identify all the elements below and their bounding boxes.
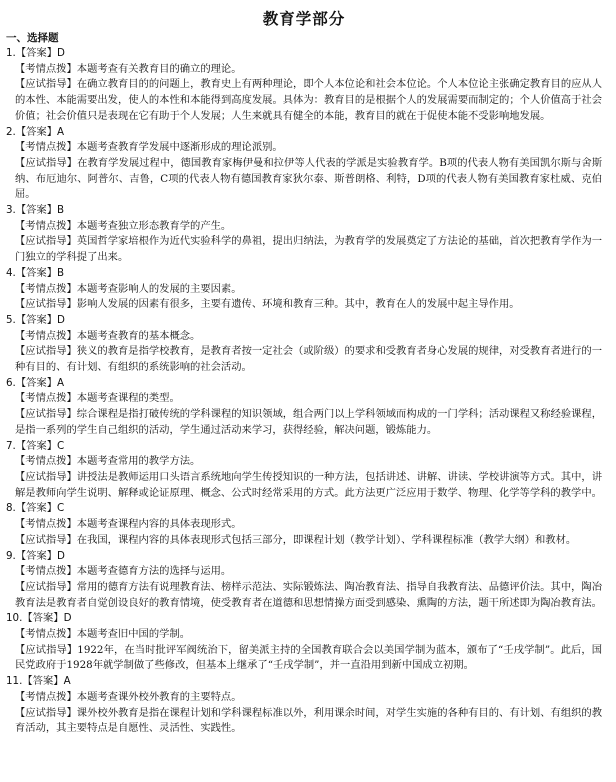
question-list	[6, 46, 602, 737]
question-number: 11.	[6, 675, 23, 688]
point-label: 【考情点拨】	[15, 628, 77, 641]
guide-line	[6, 580, 602, 611]
point-line	[6, 627, 602, 643]
guide-label: 【应试指导】	[15, 470, 77, 483]
question-number: 2.	[6, 125, 16, 138]
guide-text: 在教育学发展过程中，德国教育家梅伊曼和拉伊等人代表的学派是实验教育学。B项的代表人物有美国凯尔斯与舍斯纳、布厄迪尔、阿普尔、吉鲁，C项的代表人物有德国教育家狄尔泰、斯普朗格、利特，D项的代表人物有美国教育家杜威、克伯屈。	[15, 156, 602, 201]
point-label: 【考情点拨】	[15, 392, 77, 405]
point-line	[6, 282, 602, 298]
question-number: 6.	[6, 376, 16, 389]
question-item	[6, 125, 602, 204]
answer-label: 【答案】	[15, 502, 58, 515]
guide-line	[6, 344, 602, 375]
question-item	[6, 501, 602, 548]
point-label: 【考情点拨】	[15, 62, 77, 75]
point-text: 本题考查德育方法的选择与运用。	[76, 565, 232, 578]
guide-label: 【应试指导】	[15, 643, 78, 656]
answer-value: D	[63, 612, 72, 625]
answer-value: D	[57, 47, 65, 59]
point-text: 本题考查影响人的发展的主要因素。	[76, 282, 242, 295]
point-text: 本题考查有关教育目的确立的理论。	[76, 62, 242, 75]
answer-value: A	[57, 376, 65, 389]
answer-line	[6, 203, 602, 219]
point-text: 本题考查课程内容的具体表现形式。	[76, 518, 242, 531]
guide-text: 在确立教育目的的问题上，教育史上有两种理论，即个人本位论和社会本位论。个人本位论主张确定教育目的应从人的本性、本能需要出发，使人的本性和本能得到高度发展。具体为：教育目的是根据个人的发展需要而制定的；个人价值高于社会价值；社会价值只是表现在它有助于个人发展；人生来就具有健全的本能，教育目的就在于促使本能不受影响地发展。	[15, 78, 603, 122]
guide-text: 课外校外教育是指在课程计划和学科课程标准以外，利用课余时间，对学生实施的各种有目的、有计划、有组织的教育活动，其主要特点是自愿性、灵活性、实践性。	[15, 706, 603, 735]
point-line	[6, 329, 602, 345]
answer-line	[6, 313, 602, 329]
guide-label: 【应试指导】	[15, 345, 77, 358]
question-number: 4.	[6, 266, 16, 279]
question-item	[6, 266, 602, 313]
guide-label: 【应试指导】	[15, 706, 77, 719]
point-text: 本题考查教育学发展中逐渐形成的理论派别。	[76, 141, 283, 154]
answer-label: 【答案】	[15, 439, 58, 452]
question-item	[6, 611, 602, 674]
answer-value: A	[63, 675, 71, 688]
point-label: 【考情点拨】	[15, 219, 77, 232]
answer-label: 【答案】	[15, 204, 58, 217]
question-number: 8.	[6, 502, 16, 515]
point-label: 【考情点拨】	[15, 518, 77, 531]
guide-line	[6, 234, 602, 265]
answer-value: D	[57, 549, 65, 562]
answer-value: D	[57, 313, 65, 326]
question-number: 7.	[6, 439, 16, 452]
guide-line	[6, 156, 602, 203]
question-number: 5.	[6, 313, 16, 326]
answer-label: 【答案】	[15, 125, 58, 138]
question-item	[6, 376, 602, 439]
answer-label: 【答案】	[15, 47, 58, 59]
guide-text: 影响人发展的因素有很多，主要有遗传、环境和教育三种。其中，教育在人的发展中起主导作用。	[76, 298, 520, 311]
guide-text: 讲授法是教师运用口头语言系统地向学生传授知识的一种方法，包括讲述、讲解、讲读、学校讲演等方式。其中，讲解是教师向学生说明、解释或论证原理、概念、公式时经常采用的方式。此方法更广泛应用于数学、物理、化学等学科的教学中。	[15, 470, 603, 499]
answer-label: 【答案】	[22, 612, 64, 625]
point-line	[6, 454, 602, 470]
point-label: 【考情点拨】	[15, 141, 77, 154]
answer-label: 【答案】	[15, 313, 58, 326]
point-text: 本题考查教育的基本概念。	[76, 329, 201, 342]
point-line	[6, 140, 602, 156]
point-text: 本题考查课程的类型。	[76, 392, 180, 405]
guide-text: 狭义的教育是指学校教育，是教育者按一定社会（或阶级）的要求和受教育者身心发展的规律，对受教育者进行的一种有目的、有计划、有组织的系统影响的社会活动。	[15, 345, 603, 374]
point-text: 本题考查旧中国的学制。	[76, 628, 191, 641]
guide-line	[6, 77, 602, 124]
guide-line	[6, 470, 602, 501]
answer-value: B	[57, 204, 65, 217]
answer-value: A	[57, 125, 65, 138]
point-line	[6, 62, 602, 78]
point-line	[6, 517, 602, 533]
guide-text: 1922年，在当时批评军阀统治下，留美派主持的全国教育联合会以美国学制为蓝本，颁布了“壬戌学制”。此后，国民党政府于1928年就学制做了些修改，但基本上继承了“壬戌学制”，并一直沿用到新中国成立初期。	[15, 643, 603, 672]
question-item	[6, 674, 602, 737]
question-number: 9.	[6, 549, 16, 562]
point-label: 【考情点拨】	[15, 282, 77, 295]
guide-label: 【应试指导】	[15, 235, 77, 248]
guide-label: 【应试指导】	[15, 408, 77, 421]
guide-label: 【应试指导】	[15, 533, 77, 546]
guide-label: 【应试指导】	[15, 78, 77, 91]
guide-text: 综合课程是指打破传统的学科课程的知识领域，组合两门以上学科领域而构成的一门学科；活动课程又称经验课程，是指一系列的学生自己组织的活动，学生通过活动来学习，获得经验，解决问题，锻炼能力。	[15, 408, 603, 436]
point-label: 【考情点拨】	[15, 565, 77, 578]
guide-label: 【应试指导】	[15, 580, 77, 593]
point-text: 本题考查独立形态教育学的产生。	[76, 219, 232, 232]
page-title: 教育学部分	[262, 10, 346, 28]
answer-label: 【答案】	[22, 675, 64, 688]
answer-label: 【答案】	[15, 549, 58, 562]
guide-label: 【应试指导】	[15, 298, 77, 311]
answer-line	[6, 376, 602, 392]
question-number: 10.	[6, 612, 23, 625]
guide-text: 在我国，课程内容的具体表现形式包括三部分，即课程计划（教学计划）、学科课程标准（教学大纲）和教材。	[76, 533, 577, 546]
answer-line	[6, 46, 602, 62]
point-line	[6, 391, 602, 407]
question-item	[6, 46, 602, 125]
point-label: 【考情点拨】	[15, 690, 77, 703]
answer-label: 【答案】	[15, 266, 58, 279]
guide-text: 常用的德育方法有说理教育法、榜样示范法、实际锻炼法、陶冶教育法、指导自我教育法、品德评价法。其中，陶冶教育法是教育者自觉创设良好的教育情境，使受教育者在道德和思想情操方面受到感染、熏陶的方法，题干所述即为陶冶教育法。	[15, 580, 603, 609]
question-item	[6, 203, 602, 266]
answer-line	[6, 501, 602, 517]
answer-line	[6, 674, 602, 690]
answer-line	[6, 125, 602, 141]
answer-line	[6, 439, 602, 455]
question-item	[6, 549, 602, 612]
guide-line	[6, 407, 602, 438]
point-label: 【考情点拨】	[15, 455, 77, 468]
answer-line	[6, 266, 602, 282]
guide-line	[6, 297, 602, 313]
point-text: 本题考查常用的教学方法。	[76, 455, 201, 468]
answer-value: B	[57, 266, 65, 279]
section-heading: 一、选择题	[6, 32, 59, 44]
question-number: 3.	[6, 204, 16, 217]
point-label: 【考情点拨】	[15, 329, 77, 342]
answer-line	[6, 549, 602, 565]
guide-text: 英国哲学家培根作为近代实验科学的鼻祖，提出归纳法，为教育学的发展奠定了方法论的基础，首次把教育学作为一门独立的学科提了出来。	[15, 235, 603, 264]
guide-label: 【应试指导】	[15, 156, 78, 169]
answer-value: C	[57, 439, 65, 452]
point-line	[6, 219, 602, 235]
question-item	[6, 439, 602, 502]
point-text: 本题考查课外校外教育的主要特点。	[76, 690, 242, 703]
point-line	[6, 690, 602, 706]
answer-label: 【答案】	[15, 376, 58, 389]
guide-line	[6, 643, 602, 674]
point-line	[6, 564, 602, 580]
question-item	[6, 313, 602, 376]
guide-line	[6, 533, 602, 549]
answer-line	[6, 611, 602, 627]
question-number: 1.	[6, 47, 16, 59]
answer-value: C	[57, 502, 65, 515]
guide-line	[6, 706, 602, 737]
